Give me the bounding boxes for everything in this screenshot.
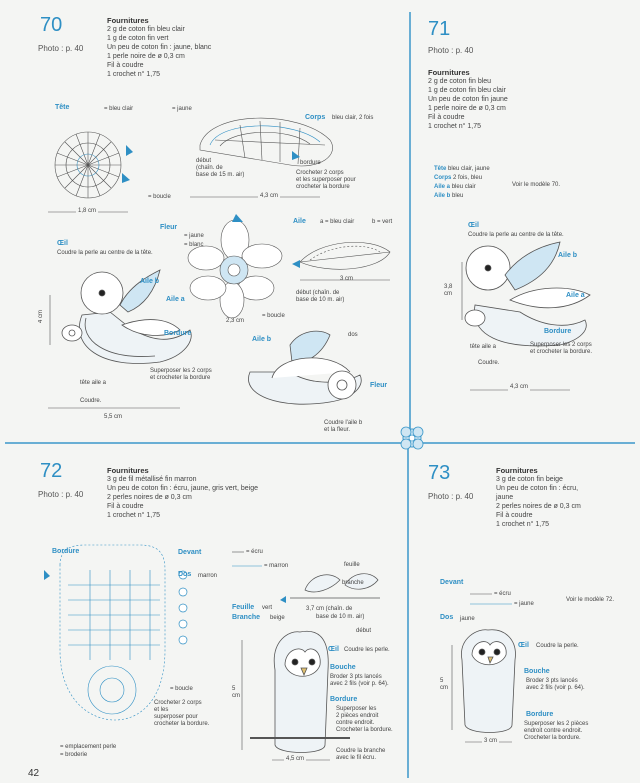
branch-72 xyxy=(290,574,380,598)
label-bordure-73: Bordure xyxy=(526,711,554,718)
page-number: 42 xyxy=(28,768,40,779)
coudre-aile-line: Coudre l'aile b xyxy=(324,420,363,426)
legend-broderie: = broderie xyxy=(60,752,88,758)
devant-ecru: = écru xyxy=(246,549,263,555)
height-4: 4 cm xyxy=(38,310,44,324)
legend-value: 2 fois, bleu xyxy=(453,175,483,181)
width-3: 3 cm xyxy=(340,276,354,282)
legend-key: Tête xyxy=(434,166,447,172)
coudre-branche-line: Coudre la branche xyxy=(336,748,386,754)
label-oeil-72: Œil xyxy=(328,646,339,653)
dos-jaune-73: jaune xyxy=(460,616,475,622)
legend-value: bleu clair xyxy=(451,184,476,190)
tete-aile-label: tête aile a xyxy=(80,380,107,386)
crocheter-line: superposer pour xyxy=(154,714,198,720)
width-3-7b: base de 10 m. air) xyxy=(316,614,365,620)
superposer-line: et crocheter la bordure. xyxy=(530,349,593,355)
bordure-line: Crocheter la bordure. xyxy=(524,735,581,741)
coudre-branche xyxy=(336,748,385,762)
fourniture-line: Fil à coudre xyxy=(107,503,144,510)
bird-70 xyxy=(62,270,191,364)
bordure-line: 2 pièces endroit xyxy=(336,713,379,719)
fournitures-title: Fournitures xyxy=(107,16,149,25)
debut-line: début xyxy=(196,158,212,164)
branche-note: branche xyxy=(342,580,364,586)
label-branche: Branche xyxy=(232,614,261,621)
legend-key: Aile a xyxy=(434,184,451,190)
label-devant-73: Devant xyxy=(440,579,464,586)
fourniture-line: 1 perle noire de ø 0,3 cm xyxy=(107,53,185,60)
ornament-flower xyxy=(401,427,423,449)
fourniture-line: 2 g de coton fin bleu xyxy=(428,78,492,85)
feuille-vert: vert xyxy=(262,605,273,611)
aile-a-legend: a = bleu clair xyxy=(320,219,355,225)
legend-emplacement: = emplacement perle xyxy=(60,744,117,750)
label-feuille: Feuille xyxy=(232,604,255,611)
fournitures-title: Fournitures xyxy=(428,68,470,77)
bouche-line: Broder 3 pts lancés xyxy=(330,674,382,680)
debut2-line: base de 10 m. air) xyxy=(296,297,345,303)
bordure-line: endroit contre endroit. xyxy=(524,728,583,734)
debut-72: début xyxy=(356,628,372,634)
label-oeil: Œil xyxy=(57,240,68,247)
fourniture-line: Un peu de coton fin : jaune, blanc xyxy=(107,44,212,51)
devant-ecru-73: = écru xyxy=(494,591,511,597)
devant-marron: = marron xyxy=(264,563,289,569)
bouche-line: avec 2 fils (voir p. 64). xyxy=(526,685,585,691)
bordure-line: contre endroit. xyxy=(336,720,375,726)
superposer-71 xyxy=(530,342,592,356)
width-4-3: 4,3 cm xyxy=(260,193,279,199)
fourniture-line: 3 g de fil métallisé fin marron xyxy=(107,476,197,483)
superposer-line: et crocheter la bordure xyxy=(150,375,211,381)
wing-chart-70 xyxy=(300,242,390,269)
fourniture-line: 2 g de coton fin bleu clair xyxy=(107,26,185,33)
oeil-text-71: Coudre la perle au centre de la tête. xyxy=(468,232,564,238)
pattern-number-73: 73 xyxy=(428,462,451,484)
label-aile-a-71: Aile a xyxy=(566,292,585,299)
crocheter-line: crocheter la bordure xyxy=(296,184,350,190)
pattern-number-71: 71 xyxy=(428,18,451,40)
label-dos: dos xyxy=(348,332,358,338)
label-bordure2-72: Bordure xyxy=(330,696,358,703)
legend-value: bleu xyxy=(452,193,464,199)
fourniture-line: 1 crochet n° 1,75 xyxy=(496,521,549,528)
bordure-line: Superposer les xyxy=(336,706,377,712)
fourniture-line: jaune xyxy=(496,494,514,501)
crocheter-72 xyxy=(154,700,209,728)
pattern-number-70: 70 xyxy=(40,14,63,36)
width-2-3: 2,3 cm xyxy=(226,318,245,324)
height-5-73: 5 cm xyxy=(440,678,448,691)
crocheter-line: Crocheter 2 corps xyxy=(154,700,202,706)
photo-ref-71: Photo : p. 40 xyxy=(428,46,474,55)
debut-note-2 xyxy=(296,290,344,304)
boucle-legend-2: = boucle xyxy=(262,313,285,319)
oeil-text-73: Coudre la perle. xyxy=(536,643,579,649)
fourniture-line: 1 g de coton fin vert xyxy=(107,35,169,42)
coudre-label: Coudre. xyxy=(80,398,102,404)
debut-note xyxy=(196,158,244,179)
bouche-line: Broder 3 pts lancés xyxy=(526,678,578,684)
label-corps: Corps xyxy=(305,114,326,121)
boucle-legend: = boucle xyxy=(148,194,171,200)
bouche-text-72 xyxy=(330,674,389,688)
pattern-number-72: 72 xyxy=(40,460,63,482)
label-devant-72: Devant xyxy=(178,549,202,556)
voir-70: Voir le modèle 70. xyxy=(512,182,561,188)
superposer-note xyxy=(150,368,212,382)
fournitures-73 xyxy=(496,466,581,529)
head-chart-70 xyxy=(55,132,121,198)
row-markers-72 xyxy=(179,571,187,644)
label-aile-b: Aile b xyxy=(140,278,160,285)
label-tete: Tête xyxy=(55,104,70,111)
bordure-note: bordure xyxy=(300,160,321,166)
grid-chart-72 xyxy=(60,545,165,720)
fournitures-70 xyxy=(107,16,211,79)
legend-bleu-clair: = bleu clair xyxy=(104,106,134,112)
label-oeil-73: Œil xyxy=(518,642,529,649)
coudre-71: Coudre. xyxy=(478,360,500,366)
feuille-note: feuille xyxy=(344,562,360,568)
bordure-text-73 xyxy=(524,721,588,742)
fourniture-line: Un peu de coton fin : écru, jaune, gris vert, beige xyxy=(107,485,258,492)
branche-beige: beige xyxy=(270,615,285,621)
label-bouche-72: Bouche xyxy=(330,664,356,671)
photo-ref-72: Photo : p. 40 xyxy=(38,490,84,499)
fourniture-line: Un peu de coton fin jaune xyxy=(428,96,508,103)
fourniture-line: Fil à coudre xyxy=(428,114,465,121)
fourniture-line: 2 perles noires de ø 0,3 cm xyxy=(107,494,192,501)
label-fleur: Fleur xyxy=(160,224,178,231)
crocheter-line: crocheter la bordure. xyxy=(154,721,210,727)
label-aile: Aile xyxy=(293,218,306,225)
bouche-line: avec 2 fils (voir p. 64). xyxy=(330,681,389,687)
dos-marron: marron xyxy=(198,573,218,579)
coudre-aile-note xyxy=(324,420,362,434)
fourniture-line: Un peu de coton fin : écru, xyxy=(496,485,579,492)
legend-key: Aile b xyxy=(434,193,451,199)
corps-text: bleu clair, 2 fois xyxy=(332,115,374,121)
label-aile-b-2: Aile b xyxy=(252,336,272,343)
superposer-line: Superposer les 2 corps xyxy=(530,342,592,348)
fourniture-line: 2 perles noires de ø 0,3 cm xyxy=(496,503,581,510)
photo-ref-70: Photo : p. 40 xyxy=(38,44,84,53)
bordure-line: Superposer les 2 pièces xyxy=(524,721,589,727)
legend-key: Corps xyxy=(434,175,452,181)
fleur-jaune: = jaune xyxy=(184,233,204,239)
width-4-3-71: 4,3 cm xyxy=(510,384,529,390)
tete-aile-71: tête aile a xyxy=(470,344,497,350)
label-dos-73: Dos xyxy=(440,614,454,621)
aile-b-legend: b = vert xyxy=(372,219,393,225)
boucle-72: = boucle xyxy=(170,686,193,692)
coudre-aile-line: et la fleur. xyxy=(324,427,351,433)
crocheter-line: Crocheter 2 corps xyxy=(296,170,344,176)
fournitures-71 xyxy=(428,68,508,131)
width-4-5: 4,5 cm xyxy=(286,756,305,762)
legend-jaune: = jaune xyxy=(172,106,192,112)
legend-71 xyxy=(434,166,490,200)
debut2-line: début (chaîn. de xyxy=(296,290,340,296)
width-3-73: 3 cm xyxy=(484,738,498,744)
debut-line: (chaîn. de xyxy=(196,165,223,171)
width-3-7: 3,7 cm (chaîn. de xyxy=(306,606,353,612)
bordure-text-72 xyxy=(336,706,393,734)
fourniture-line: 3 g de coton fin beige xyxy=(496,476,563,483)
fournitures-title: Fournitures xyxy=(496,466,538,475)
fourniture-line: 1 crochet n° 1,75 xyxy=(428,123,481,130)
voir-72: Voir le modèle 72. xyxy=(566,597,615,603)
width-5-5: 5,5 cm xyxy=(104,414,123,420)
label-fleur-2: Fleur xyxy=(370,382,388,389)
label-dos-72: Dos xyxy=(178,571,192,578)
photo-ref-73: Photo : p. 40 xyxy=(428,492,474,501)
fournitures-title: Fournitures xyxy=(107,466,149,475)
label-bordure-72: Bordure xyxy=(52,548,80,555)
fournitures-72 xyxy=(107,466,258,520)
fourniture-line: 1 g de coton fin bleu clair xyxy=(428,87,506,94)
bouche-text-73 xyxy=(526,678,585,692)
oeil-text: Coudre la perle au centre de la tête. xyxy=(57,250,153,256)
debut-line: base de 15 m. air) xyxy=(196,172,245,178)
label-bordure-71: Bordure xyxy=(544,328,572,335)
legend-value: bleu clair, jaune xyxy=(448,166,490,172)
width-1-8: 1,8 cm xyxy=(78,208,97,214)
height-3-8: 3,8 cm xyxy=(444,284,453,297)
label-bouche-73: Bouche xyxy=(524,668,550,675)
crocheter-line: et les superposer pour xyxy=(296,177,356,183)
fourniture-line: 1 crochet n° 1,75 xyxy=(107,71,160,78)
fourniture-line: Fil à coudre xyxy=(107,62,144,69)
fourniture-line: Fil à coudre xyxy=(496,512,533,519)
bordure-line: Crocheter la bordure. xyxy=(336,727,393,733)
label-oeil-71: Œil xyxy=(468,222,479,229)
label-aile-a: Aile a xyxy=(166,296,185,303)
fourniture-line: 1 crochet n° 1,75 xyxy=(107,512,160,519)
fourniture-line: 1 perle noire de ø 0,3 cm xyxy=(428,105,506,112)
owl-73 xyxy=(461,630,515,733)
fleur-blanc: = blanc xyxy=(184,242,204,248)
height-5: 5 cm xyxy=(232,686,240,699)
coudre-branche-line: avec le fil écru. xyxy=(336,755,377,761)
label-aile-b-71: Aile b xyxy=(558,252,578,259)
crocheter-line: et les xyxy=(154,707,169,713)
label-bordure: Bordure xyxy=(164,330,192,337)
oeil-text-72: Coudre les perle. xyxy=(344,647,390,653)
crocheter-note xyxy=(296,170,356,191)
devant-jaune-73: = jaune xyxy=(514,601,534,607)
superposer-line: Superposer les 2 corps xyxy=(150,368,212,374)
